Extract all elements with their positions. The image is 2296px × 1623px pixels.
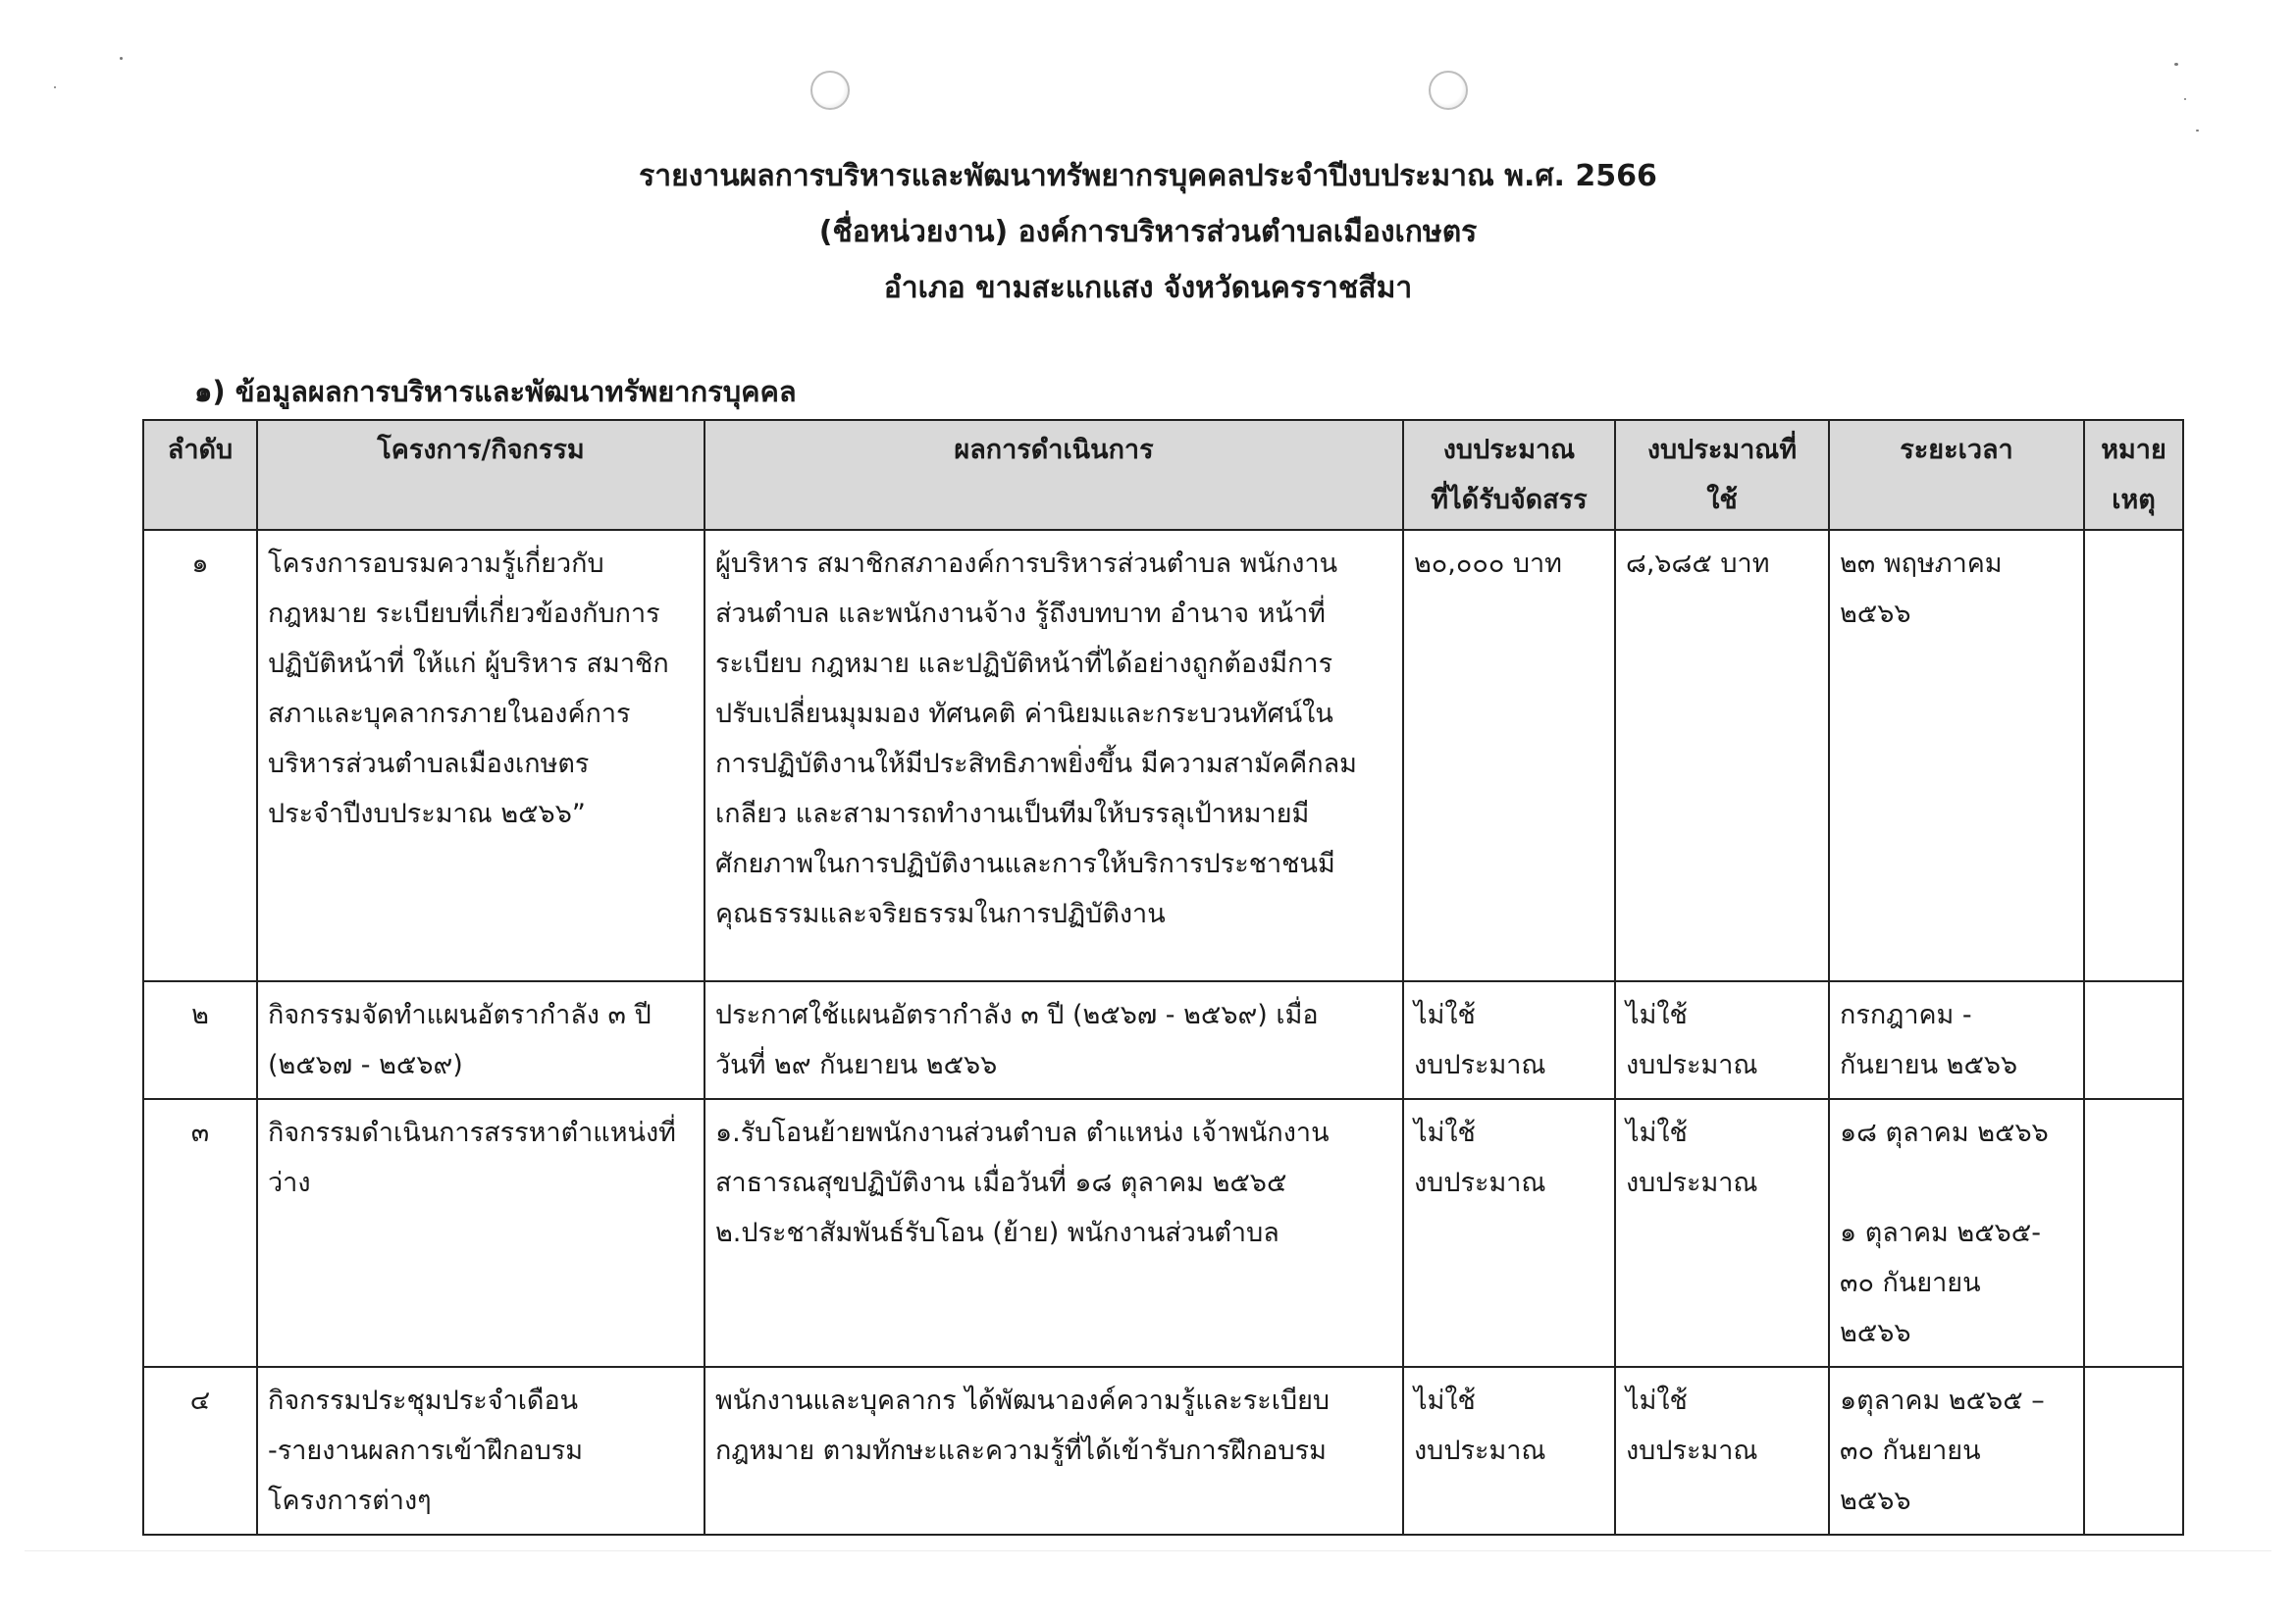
section-heading: ๑) ข้อมูลผลการบริหารและพัฒนาทรัพยากรบุคคล: [194, 375, 797, 408]
header-note: หมาย เหตุ: [2084, 420, 2183, 530]
header-result: ผลการดำเนินการ: [704, 420, 1403, 530]
row-project: กิจกรรมจัดทำแผนอัตรากำลัง ๓ ปี (๒๕๖๗ - ๒๕๖๙): [257, 981, 704, 1099]
scan-edge-line: [25, 1550, 2271, 1551]
row-result: พนักงานและบุคลากร ได้พัฒนาองค์ความรู้และระเบียบ กฎหมาย ตามทักษะและความรู้ที่ได้เข้ารับการฝึกอบรม: [704, 1367, 1403, 1535]
row-project: โครงการอบรมความรู้เกี่ยวกับ กฎหมาย ระเบียบที่เกี่ยวข้องกับการ ปฏิบัติหน้าที่ ให้แก่ ผู้บริหาร สมาชิก สภาและบุคลากรภายในองค์การ บริหารส่วนตำบลเมืองเกษตร ประจำปีงบประมาณ ๒๕๖๖”: [257, 530, 704, 981]
row-result: ๑.รับโอนย้ายพนักงานส่วนตำบล ตำแหน่ง เจ้าพนักงาน สาธารณสุขปฏิบัติงาน เมื่อวันที่ ๑๘ ตุลาคม ๒๕๖๕ ๒.ประชาสัมพันธ์รับโอน (ย้าย) พนักงานส่วนตำบล: [704, 1099, 1403, 1367]
row-note: [2084, 981, 2183, 1099]
row-no: ๔: [143, 1367, 257, 1535]
scan-speck: [120, 57, 123, 60]
table-header-row: [143, 420, 2183, 530]
row-period: ๑ตุลาคม ๒๕๖๕ – ๓๐ กันยายน ๒๕๖๖: [1829, 1367, 2084, 1535]
table-row: [143, 1099, 2183, 1367]
row-budget-allocated: ไม่ใช้ งบประมาณ: [1403, 1367, 1615, 1535]
scan-speck: [2184, 98, 2186, 100]
table-row: [143, 1367, 2183, 1535]
report-title: รายงานผลการบริหารและพัฒนาทรัพยากรบุคคลประจำปีงบประมาณ พ.ศ. 2566: [639, 159, 1657, 193]
row-no: ๓: [143, 1099, 257, 1367]
row-note: [2084, 1367, 2183, 1535]
row-budget-allocated: ไม่ใช้ งบประมาณ: [1403, 1099, 1615, 1367]
header-budget-used: งบประมาณที่ ใช้: [1615, 420, 1829, 530]
table-row: [143, 530, 2183, 981]
row-result: ผู้บริหาร สมาชิกสภาองค์การบริหารส่วนตำบล พนักงาน ส่วนตำบล และพนักงานจ้าง รู้ถึงบทบาท อำนาจ หน้าที่ ระเบียบ กฎหมาย และปฏิบัติหน้าที่ได้อย่างถูกต้องมีการ ปรับเปลี่ยนมุมมอง ทัศนคติ ค่านิยมและกระบวนทัศน์ใน การปฏิบัติงานให้มีประสิทธิภาพยิ่งขึ้น มีความสามัคคีกลม เกลียว และสามารถทำงานเป็นทีมให้บรรลุเป้าหมายมี ศักยภาพในการปฏิบัติงานและการให้บริการประชาชนมี คุณธรรมและจริยธรรมในการปฏิบัติงาน: [704, 530, 1403, 981]
row-project: กิจกรรมดำเนินการสรรหาตำแหน่งที่ ว่าง: [257, 1099, 704, 1367]
row-period: ๒๓ พฤษภาคม ๒๕๖๖: [1829, 530, 2084, 981]
row-period: กรกฎาคม - กันยายน ๒๕๖๖: [1829, 981, 2084, 1099]
table-row: [143, 981, 2183, 1099]
punch-hole-left: [810, 71, 850, 110]
scan-speck: [2174, 63, 2178, 66]
punch-hole-right: [1429, 71, 1468, 110]
agency-name: (ชื่อหน่วยงาน) องค์การบริหารส่วนตำบลเมืองเกษตร: [818, 215, 1478, 249]
row-note: [2084, 1099, 2183, 1367]
row-result: ประกาศใช้แผนอัตรากำลัง ๓ ปี (๒๕๖๗ - ๒๕๖๙) เมื่อ วันที่ ๒๙ กันยายน ๒๕๖๖: [704, 981, 1403, 1099]
row-no: ๑: [143, 530, 257, 981]
agency-location: อำเภอ ขามสะแกแสง จังหวัดนครราชสีมา: [883, 271, 1413, 305]
row-budget-used: ๘,๖๘๕ บาท: [1615, 530, 1829, 981]
row-budget-used: ไม่ใช้ งบประมาณ: [1615, 1099, 1829, 1367]
row-budget-used: ไม่ใช้ งบประมาณ: [1615, 1367, 1829, 1535]
row-period: ๑๘ ตุลาคม ๒๕๖๖ ๑ ตุลาคม ๒๕๖๕- ๓๐ กันยายน ๒๕๖๖: [1829, 1099, 2084, 1367]
row-budget-used: ไม่ใช้ งบประมาณ: [1615, 981, 1829, 1099]
scan-speck: [2196, 130, 2199, 131]
header-period: ระยะเวลา: [1829, 420, 2084, 530]
row-budget-allocated: ไม่ใช้ งบประมาณ: [1403, 981, 1615, 1099]
hr-results-table: [142, 419, 2184, 1536]
row-budget-allocated: ๒๐,๐๐๐ บาท: [1403, 530, 1615, 981]
row-no: ๒: [143, 981, 257, 1099]
header-project: โครงการ/กิจกรรม: [257, 420, 704, 530]
row-project: กิจกรรมประชุมประจำเดือน -รายงานผลการเข้าฝึกอบรม โครงการต่างๆ: [257, 1367, 704, 1535]
header-no: ลำดับ: [143, 420, 257, 530]
scan-speck: [54, 86, 56, 88]
header-budget-allocated: งบประมาณ ที่ได้รับจัดสรร: [1403, 420, 1615, 530]
row-note: [2084, 530, 2183, 981]
